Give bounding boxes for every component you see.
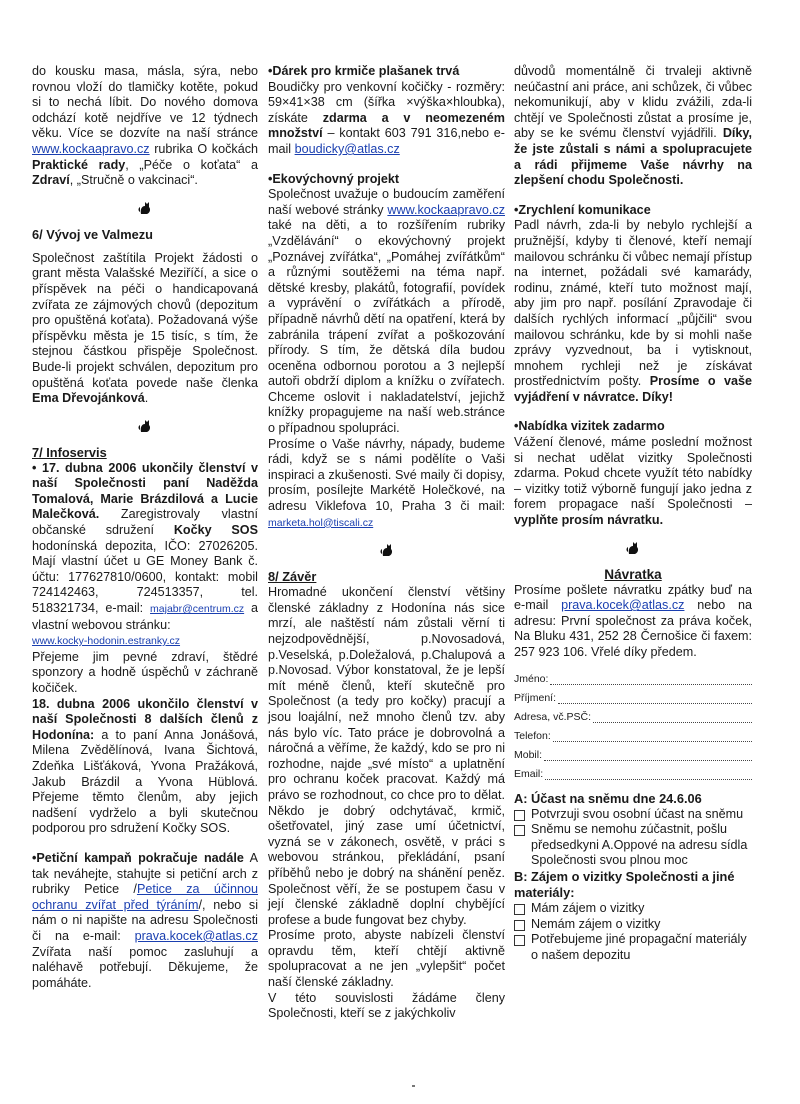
form-field-phone[interactable]: [514, 726, 752, 745]
checkbox-label: Mám zájem o vizitky: [531, 900, 645, 915]
petition-text-2: /, nebo si nám o ni napište na adresu Společnosti či na e-mail:: [32, 897, 258, 943]
eco-paragraph: [268, 172, 505, 437]
section-b-title: B: Zájem o vizitky Společnosti a jiné materiály:: [514, 868, 735, 900]
return-form-fields: [514, 669, 752, 783]
item-1-text: Zaregistrovaly vlastní občanské sdružení: [32, 507, 259, 538]
eco-email-link[interactable]: marketa.hol@tiscali.cz: [268, 516, 374, 529]
petition-email-link[interactable]: prava.kocek@atlas.cz: [134, 928, 258, 943]
form-field-address[interactable]: [514, 707, 752, 726]
gift-email-link[interactable]: boudicky@atlas.cz: [294, 141, 400, 156]
eco-text-2: také na děti, a to rozšířením rubriky „Vzdělávání“ o ekovýchovný projekt „Poznávej zvířátka“, „Pomáhej zvířátkům“ a různými soutěžemi na téma např. dětské kresby, plakátů, fotografií, povídek a vyprávění o zvířátkách a přírodě, případně návrhů dětí na opatření, která by zabránila trápení zvířat a poškozování přírody. S tím, že dětská díla budou oceněna odbornou porotou a 3 nejlepší autoři obdrží diplom a knížku o zvířatech. Chceme oslovit i nakladatelství, jejichž knížky propagujeme na naší web.stránce o případnou spolupráci.: [268, 218, 505, 436]
petition-paragraph: [32, 851, 258, 991]
column-right: [514, 64, 752, 963]
item-1-web-text: a vlastní webovou stránku:: [32, 601, 259, 632]
web-link[interactable]: www.kocky-hodonin.estranky.cz: [32, 635, 181, 648]
item-2-text: a to paní Anna Jonášová, Milena Zvědělínová, Ivana Šichtová, Zdeňka Lišťáková, Yvona Pražáková, Jakub Brázdil a Yvona Hüblová. Přejeme těmto členům, aby jejich nadšení vydrželo a byli skutečnou podporou pro sdružení Kočky SOS.: [32, 727, 259, 836]
gift-paragraph: [268, 64, 505, 158]
section-8-text-3: V této souvislosti žádáme členy Společnosti, kteří se z jakýchkoliv: [268, 990, 505, 1021]
practical-tips-label: Praktické rady: [32, 157, 126, 172]
org-name: Kočky SOS: [173, 523, 258, 538]
return-form-text: Prosíme pošlete návratku zpátky buď na e-mail: [514, 582, 752, 613]
section-6-body: Společnost zaštítila Projekt žádosti o grant města Valašské Meziříčí, a sice o příspěvek na péči o handicapovaná zvířata ze zájmových chovů (depozitum pro opuštěná koťata). Požadovaná výše příspěvku města je 15 tisíc, s tím, že stejnou částkou přispěje Společnost. Bude-li projekt schválen, depozitum pro opuštěná koťata povede naše členka: [32, 250, 258, 390]
cat-icon: [268, 541, 505, 561]
item-1-wish: Přejeme jim pevné zdraví, štědré sponzory a hodně úspěchů v záchraně kočiček.: [32, 649, 258, 695]
checkbox-label: Sněmu se nemohu zúčastnit, pošlu předsedkyni A.Oppové na adresu sídla Společnosti svou plnou moc: [531, 822, 748, 868]
section-8-text-2: Prosíme proto, abyste nabízeli členství opravdu těm, kteří chtějí aktivně spolupracovat a ne jen „vylepšit“ počet naší členské základny.: [268, 928, 505, 990]
checkbox-label: Potvrzuji svou osobní účast na sněmu: [531, 806, 744, 821]
column-left: [32, 64, 258, 991]
intro-text-4: , „Stručně o vakcinaci“.: [69, 173, 198, 188]
section-8-title: 8/ Závěr: [268, 569, 317, 585]
checkbox[interactable]: [514, 920, 525, 931]
petition-text: A tak neváhejte, stahujte si petiční arch z rubriky Petice /: [32, 850, 258, 897]
form-label: Email:: [514, 768, 544, 780]
communication-paragraph: [514, 203, 752, 406]
infoservis-item-2: [32, 697, 258, 837]
checkbox-option[interactable]: [514, 807, 752, 823]
item-2-heading: 18. dubna 2006 ukončilo členství v naší Společnosti 8 dalších členů z Hodonína:: [32, 696, 258, 742]
checkbox[interactable]: [514, 935, 525, 946]
petition-link[interactable]: Petice za účinnou ochranu zvířat před týráním: [32, 882, 258, 912]
eco-paragraph-2: [268, 437, 505, 532]
checkbox[interactable]: [514, 825, 525, 836]
cat-icon: [32, 199, 258, 219]
kockaapravo-link[interactable]: www.kockaapravo.cz: [32, 141, 150, 156]
health-label: Zdraví: [32, 173, 70, 188]
gift-heading: •Dárek pro krmiče plašanek trvá: [268, 64, 460, 78]
cat-icon: [514, 539, 752, 559]
form-field-email[interactable]: [514, 764, 752, 783]
communication-heading: •Zrychlení komunikace: [514, 202, 651, 217]
continued-text: důvodů momentálně či trvaleji aktivně neúčastní ani práce, ani schůzek, či vůbec nekomunikují, aby v klidu zvážili, zda-li chtějí ve Společnosti zůstat a prosíme je, aby se ke svému členství vyjádřili.: [514, 64, 752, 141]
eco-web-link[interactable]: www.kockaapravo.cz: [387, 202, 505, 217]
eco-text-3: Prosíme o Vaše návrhy, nápady, budeme rádi, když se s námi podělíte o Vaši inspiraci a zkušenosti. Své maily či dopisy, prosím, posílejte Markétě Holečkové, na adresu Viklefova 10, Praha 3 či mail:: [268, 436, 505, 514]
form-field-surname[interactable]: [514, 688, 752, 707]
column-middle: [268, 64, 505, 1022]
petition-heading: •Petiční kampaň pokračuje nadále: [32, 850, 244, 865]
item-1-contact: hodonínská depozita, IČO: 27026205. Mají vlastní účet u GE Money Bank č. účtu: 177627810/0600, kontakt: mobil 724142463, 724513357, tel. 518321734, e-mail:: [32, 538, 258, 616]
section-7-title: 7/ Infoservis: [32, 444, 107, 460]
return-form-address: nebo na adresu: První společnost za práva koček, Na Bluku 431, 252 28 Černošice či faxem: 257 923 106. Vřelé díky předem.: [514, 598, 753, 659]
section-8-text: Hromadné ukončení členství většiny členské základny z Hodonína nás sice mrzí, ale naštěstí nám zůstali věrní ti nejzodpovědnější, p.Novosadová, p.Veselská, p.Doležalová, p.Chalupová a p.Novosad. Výbor konstatoval, že je lepší mít méně členů, kteří skutečně pro Společnost (a tedy pro kočky) pracují a jsou loajální, než mnoho členů tzv. aby nás bylo víc. Tato práce je dobrovolná a náročná a věříme, že každý, kdo se pro ni rozhodne, najde „své místo“ a uplatnění pro ochranu koček pracovat. Každý má právo se rozhodnout, co chce pro to dělat. Někdo je dobrý odchytávač, krmič, ošetřovatel, jiný zase umí účetnictví, vyzná se v zákonech, osvětě, v práci s webovou stránkou, překládání, psaní příběhů nebo je dobrý na shánění peněz. Společnost věří, že se postupem času v její členské základně doplní chybějící profese a bude fungovat bez chyby.: [268, 585, 505, 927]
communication-request: Prosíme o vaše vyjádření v návratce. Díky!: [514, 374, 753, 404]
petition-text-3: Zvířata naší pomoc zasluhují a naléhavě potřebují. Děkujeme, že pomáháte.: [32, 944, 258, 990]
business-cards-paragraph: [514, 419, 752, 528]
communication-text: Padl návrh, zda-li by nebylo rychlejší a pružnější, kdyby ti členové, kteří nemají mailovou schránku či vůbec nemají přístup na internet, požádali své kamarády, rodinu, známé, kteří tuto možnost mají, aby jim pro např. posílání Zpravodaje či dalších rychlých informací „půjčili“ svou mailovou schránku, kde by si mohli naše zprávy vyzvednout, ba i vytisknout, mnohem rychleji než je získávat prostřednictvím pošty.: [514, 218, 752, 389]
intro-text-3: , „Péče o koťata“ a: [125, 157, 258, 172]
page-mark: [412, 1085, 415, 1087]
infoservis-item-1: [32, 461, 258, 697]
checkbox-option[interactable]: [514, 822, 752, 869]
intro-paragraph: [32, 64, 258, 189]
checkbox-option[interactable]: [514, 932, 752, 963]
form-label: Telefon:: [514, 730, 551, 742]
checkbox-option[interactable]: [514, 901, 752, 917]
member-name: Ema Dřevojánková: [32, 391, 145, 406]
checkbox[interactable]: [514, 810, 525, 821]
gift-free-label: zdarma a v neomezeném množství: [268, 110, 506, 141]
checkbox-label: Nemám zájem o vizitky: [531, 916, 661, 931]
continued-paragraph: [514, 64, 752, 189]
section-6-text: [32, 251, 258, 407]
eco-text: Společnost uvažuje o budoucím zaměření naší webové stránky: [268, 187, 505, 217]
section-6-title: 6/ Vývoj ve Valmezu: [32, 226, 153, 242]
form-label: Mobil:: [514, 749, 543, 761]
gift-contact: – kontakt 603 791 316,nebo e-mail: [268, 126, 505, 156]
item-1-heading: • 17. dubna 2006 ukončily členství v naší Společnosti paní Naděžda Tomalová, Marie Brázdilová a Lucie Malečková.: [32, 460, 258, 522]
intro-text-2: rubrika O kočkách: [154, 141, 258, 156]
form-field-mobile[interactable]: [514, 745, 752, 764]
form-label: Příjmení:: [514, 692, 557, 704]
email-link[interactable]: majabr@centrum.cz: [150, 603, 245, 616]
form-label: Jméno:: [514, 673, 549, 685]
intro-text: do kousku masa, másla, sýra, nebo rovnou vloží do tlamičky kotěte, pokud si to nechá líbit. Do nového domova odchází kotě nejdříve ve 12 týdnech věku. Více se dozvíte na naší stránce: [32, 64, 258, 141]
return-form-title: Návratka: [604, 566, 662, 582]
return-form-intro: [514, 583, 752, 661]
form-field-name[interactable]: [514, 669, 752, 688]
checkbox-label: Potřebujeme jiné propagační materiály o našem depozitu: [531, 932, 747, 962]
cat-icon: [32, 417, 258, 437]
business-cards-heading: •Nabídka vizitek zadarmo: [514, 419, 665, 434]
return-email-link[interactable]: prava.kocek@atlas.cz: [561, 598, 685, 613]
period: .: [144, 391, 149, 406]
section-a-title: A: Účast na sněmu dne 24.6.06: [514, 790, 702, 806]
checkbox[interactable]: [514, 904, 525, 915]
thanks-text: Díky, že jste zůstali s námi a spolupracujete a rádi přijmeme Vaše návrhy na zlepšení chodu Společnosti.: [514, 126, 752, 188]
business-cards-text: Vážení členové, máme poslední možnost si nechat udělat vizitky Společnosti zdarma. Pokud chcete využít této nabídky – vizitky totiž výborně fungují jako jedna z forem propagace naší Společnosti –: [514, 435, 752, 512]
fill-form-request: vyplňte prosím návratku.: [514, 513, 664, 528]
checkbox-option[interactable]: [514, 917, 752, 933]
eco-heading: •Ekovýchovný projekt: [268, 171, 400, 186]
gift-text: Boudičky pro venkovní kočičky - rozměry: 59×41×38 cm (šířka ×výška×hloubka), získáte: [268, 79, 505, 125]
form-label: Adresa, vč.PSČ:: [514, 711, 592, 723]
